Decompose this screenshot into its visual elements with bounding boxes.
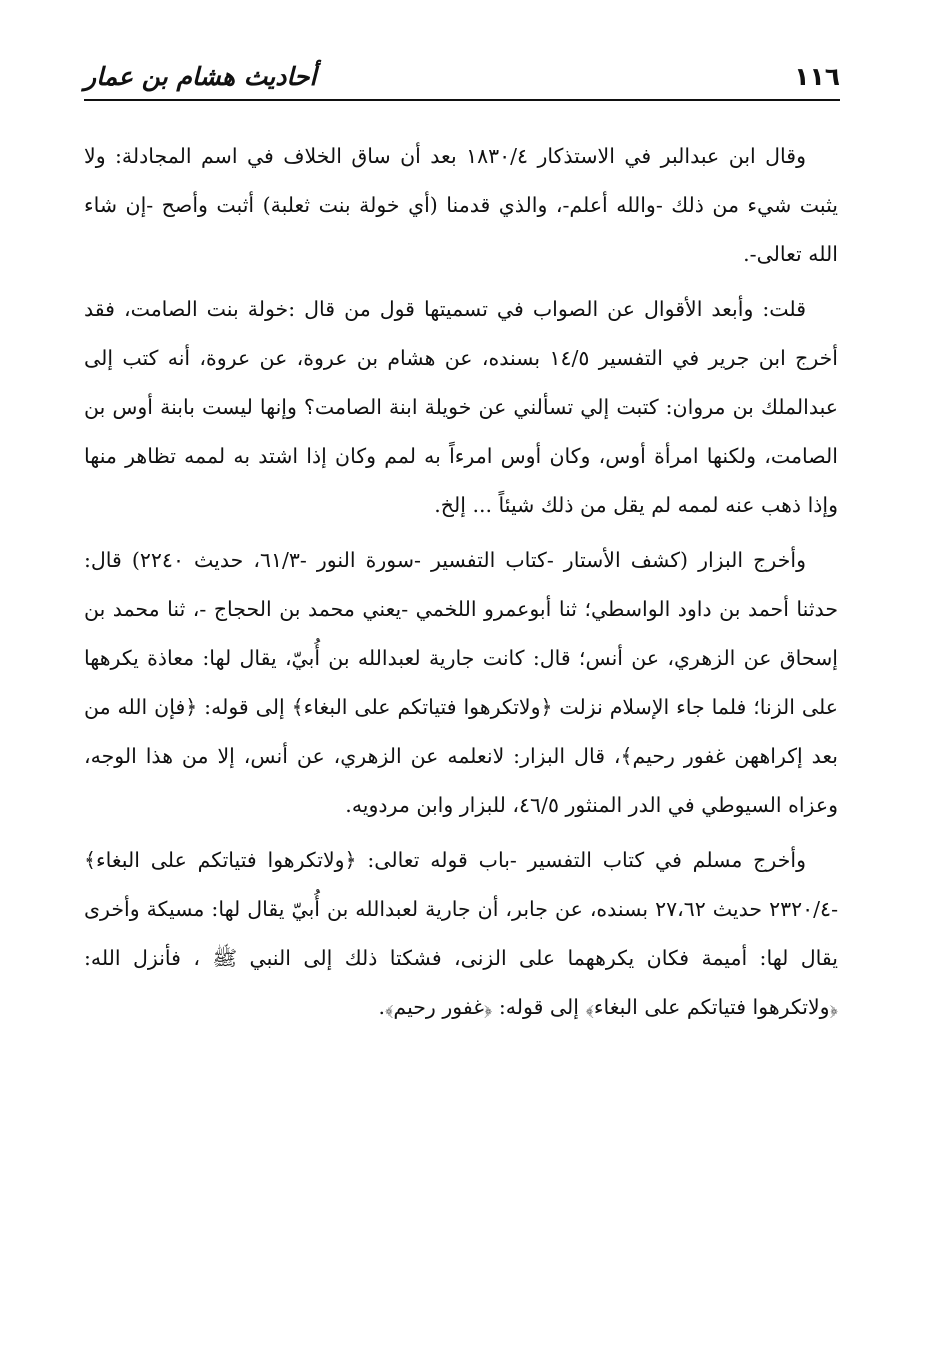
paragraph-muslim: وأخرج مسلم في كتاب التفسير -باب قوله تعالى: ﴿ولاتكرهوا فتياتكم على البغاء﴾ -٢٣٢٠/٤ حديث ٢٧،٦٢ بسنده، عن جابر، أن جارية لعبدالله بن أُبيّ يقال لها: مسيكة وأخرى يقال لها: أميمة فكان يكرههما على الزنى، فشكتا ذلك إلى النبي ﷺ ، فأنزل الله: ﴿ولاتكرهوا فتياتكم على البغاء﴾ إلى قوله: ﴿غفور رحيم﴾. <box>84 848 838 1019</box>
page-header <box>84 60 840 100</box>
paragraph-ibn-jarir: قلت: وأبعد الأقوال عن الصواب في تسميتها قول من قال :خولة بنت الصامت، فقد أخرج ابن جرير في التفسير ١٤/٥ بسنده، عن هشام بن عروة، عن عروة، أنه كتب إلى عبدالملك بن مروان: كتبت إلي تسألني عن خويلة ابنة الصامت؟ وإنها ليست بابنة أوس بن الصامت، ولكنها امرأة أوس، وكان أوس امرءاً به لمم وكان إذا اشتد به لممه تظاهر منها وإذا ذهب عنه لممه لم يقل من ذلك شيئاً ... إلخ. <box>84 297 839 517</box>
paragraph-bazzar: وأخرج البزار (كشف الأستار -كتاب التفسير -سورة النور -٦١/٣، حديث ٢٢٤٠) قال: حدثنا أحمد بن داود الواسطي؛ ثنا أبوعمرو اللخمي -يعني محمد بن الحجاج -، ثنا محمد بن إسحاق عن الزهري، عن أنس؛ قال: كانت جارية لعبدالله بن أُبيّ، يقال لها: معاذة يكرهها على الزنا؛ فلما جاء الإسلام نزلت ﴿ولاتكرهوا فتياتكم على البغاء﴾ إلى قوله: ﴿فإن الله من بعد إكراههن غفور رحيم﴾، قال البزار: لانعلمه عن الزهري، عن أنس، إلا من هذا الوجه، وعزاه السيوطي في الدر المنثور ٤٦/٥، للبزار وابن مردويه. <box>84 548 838 817</box>
running-title: أحاديث هشام بن عمار <box>84 62 317 91</box>
page-body <box>84 132 838 1038</box>
page-number: ١١٦ <box>794 62 840 91</box>
paragraph-istidhkar: وقال ابن عبدالبر في الاستذكار ١٨٣٠/٤ بعد أن ساق الخلاف في اسم المجادلة: ولا يثبت شيء من ذلك -والله أعلم-، والذي قدمنا (أي خولة بنت ثعلبة) أثبت وأصح -إن شاء الله تعالى-. <box>84 144 838 266</box>
header-divider <box>84 99 840 101</box>
